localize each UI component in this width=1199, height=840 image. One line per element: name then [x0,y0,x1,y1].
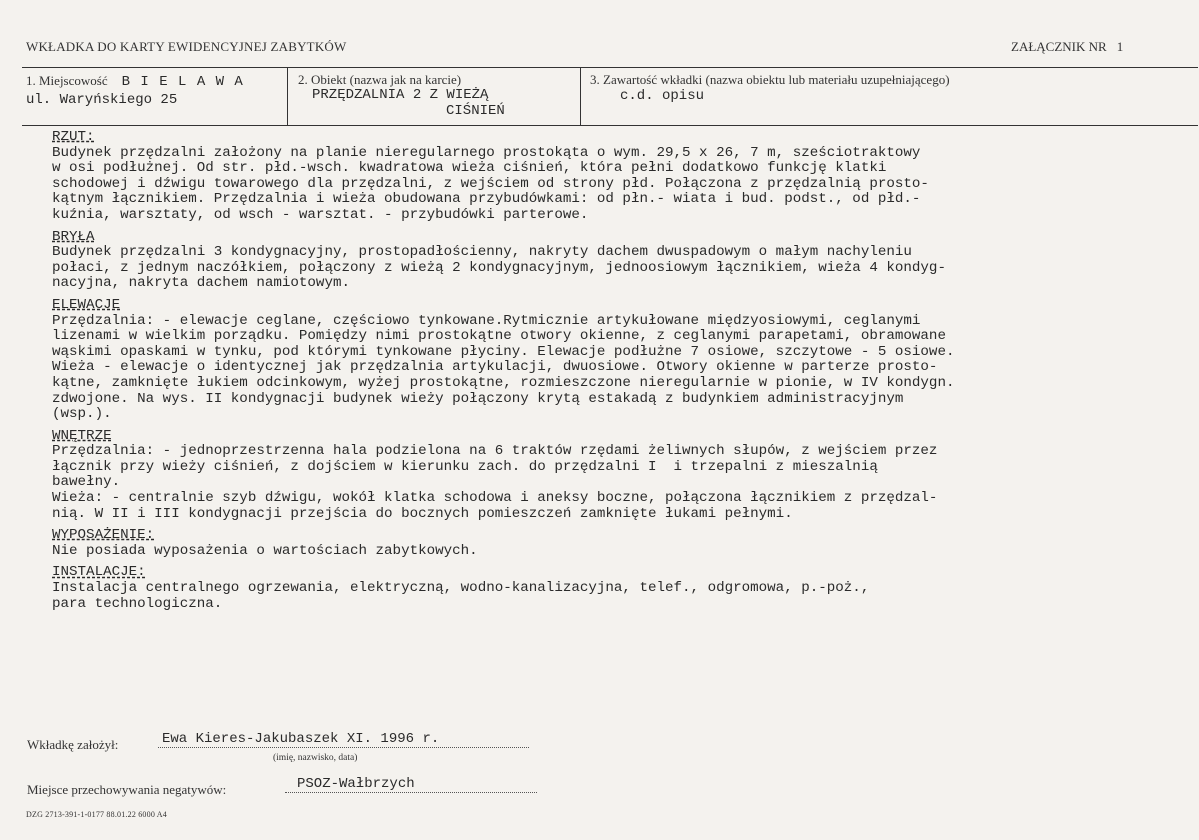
text-line: łącznik przy wieży ciśnień, z dojściem w kierunku zach. do przędzalni I i trzepalni z mieszalnią [52,458,878,475]
text-line: Wieża - elewacje o identycznej jak przędzalnia artykulacji, dwuosiowe. Otwory okienne w parterze prosto- [52,359,938,376]
text-line: Budynek przędzalni założony na planie nieregularnego prostokąta o wym. 29,5 x 26, 7 m, sześciotraktowy [52,144,921,161]
header-bottom-rule [22,125,1198,126]
text-line: Instalacja centralnego ogrzewania, elektryczną, wodno-kanalizacyjna, telef., odgromowa, p.-poż., [52,580,870,597]
text-line: wąskimi opaskami w tynku, pod którymi tynkowane płyciny. Elewacje podłużne 7 osiowe, szczytowe - 5 osiowe. [52,343,955,360]
locality-street: ul. Waryńskiego 25 [26,92,178,108]
locality-label: 1. Miejscowość [26,73,108,88]
object-field [298,72,576,119]
text-line: nią. W II i III kondygnacji przejścia do bocznych pomieszczeń zamknięte łukami pełnymi. [52,505,793,522]
form-title: WKŁADKA DO KARTY EWIDENCYJNEJ ZABYTKÓW [26,39,347,54]
text-line: lizenami w wielkim porządku. Pomiędzy nimi prostokątne otwory okienne, z ceglanymi parapetami, obramowane [52,328,946,345]
author-hint: (imię, nazwisko, data) [273,753,358,763]
annex-label-group [1011,39,1123,55]
text-line: para technologiczna. [52,595,223,612]
locality-field [26,72,284,108]
section-instalacje [52,581,1172,612]
section-heading-elewacje: ELEWACJE [52,296,121,313]
text-line: kątne, zamknięte łukiem odcinkowym, wyżej prostokątne, rozmieszczone nieregularnie w pionie, w IV kondygn. [52,374,955,391]
text-line: nacyjna, nakryta dachem namiotowym. [52,275,350,292]
object-value: PRZĘDZALNIA 2 Z WIEŻĄ [312,87,489,103]
section-heading-wyposazenie: WYPOSAŻENIE: [52,527,155,544]
section-bryla [52,245,1172,292]
description-body [52,128,1172,612]
text-line: Nie posiada wyposażenia o wartościach zabytkowych. [52,542,478,559]
section-heading-bryla: BRYŁA [52,228,95,245]
text-line: Budynek przędzalni 3 kondygnacyjny, prostopadłościenny, nakryty dachem dwuspadowym o małym nachyleniu [52,244,912,261]
section-heading-instalacje: INSTALACJE: [52,564,146,581]
header-divider-1 [287,67,288,125]
section-elewacje [52,314,1172,423]
author-label: Wkładkę założył: [27,737,119,752]
text-line: Przędzalnia: - elewacje ceglane, częściowo tynkowane.Rytmicznie artykułowane międzyosiowymi, ceglanymi [52,312,921,329]
object-label: 2. Obiekt (nazwa jak na karcie) [298,72,462,87]
text-line: schodowej i dźwigu towarowego dla przędzalni, z wejściem od strony płd. Połączona z przędzalnią prosto- [52,175,929,192]
section-heading-wnetrze: WNĘTRZE [52,427,112,444]
section-heading-rzut: RZUT: [52,129,95,145]
text-line: kuźnia, warsztaty, od wsch - warsztat. - przybudówki parterowe. [52,206,589,223]
header-divider-2 [580,67,581,125]
text-line: Przędzalnia: - jednoprzestrzenna hala podzielona na 6 traktów rzędami żeliwnych słupów, z wejściem przez [52,443,938,460]
text-line: Wieża: - centralnie szyb dźwigu, wokół klatka schodowa i aneksy boczne, połączona łącznikiem z przędzal- [52,490,938,507]
section-rzut [52,146,1172,224]
text-line: (wsp.). [52,406,112,423]
content-value: c.d. opisu [620,88,705,104]
section-wnetrze [52,444,1172,522]
object-value-cont: CIŚNIEŃ [446,103,505,119]
annex-number: 1 [1116,39,1124,54]
text-line: kątnym łącznikiem. Przędzalnia i wieża obudowana przybudówkami: od płn.- wiata i bud. podst., od płd.- [52,191,921,208]
author-value: Ewa Kieres-Jakubaszek XI. 1996 r. [158,731,529,748]
content-label: 3. Zawartość wkładki (nazwa obiektu lub materiału uzupełniającego) [590,72,950,87]
text-line: połaci, z jednym naczółkiem, połączony z wieżą 2 kondygnacyjnym, jednoosiowym łącznikiem, wieża 4 kondyg- [52,259,946,276]
text-line: bawełny. [52,474,121,491]
negatives-value: PSOZ-Wałbrzych [285,776,537,793]
annex-label: ZAŁĄCZNIK NR [1011,39,1107,54]
negatives-label: Miejsce przechowywania negatywów: [27,782,227,797]
content-field [590,72,1190,104]
text-line: w osi podłużnej. Od str. płd.-wsch. kwadratowa wieża ciśnień, która pełni dodatkowo funkcję klatki [52,160,887,177]
locality-value: B I E L A W A [121,74,244,90]
section-wyposazenie [52,544,1172,560]
print-code: DZG 2713-391-1-0177 88.01.22 6000 A4 [26,810,167,819]
header-top-rule [22,67,1198,68]
text-line: zdwojone. Na wys. II kondygnacji budynek wieży połączony krytą estakadą z budynkiem administracyjnym [52,390,904,407]
